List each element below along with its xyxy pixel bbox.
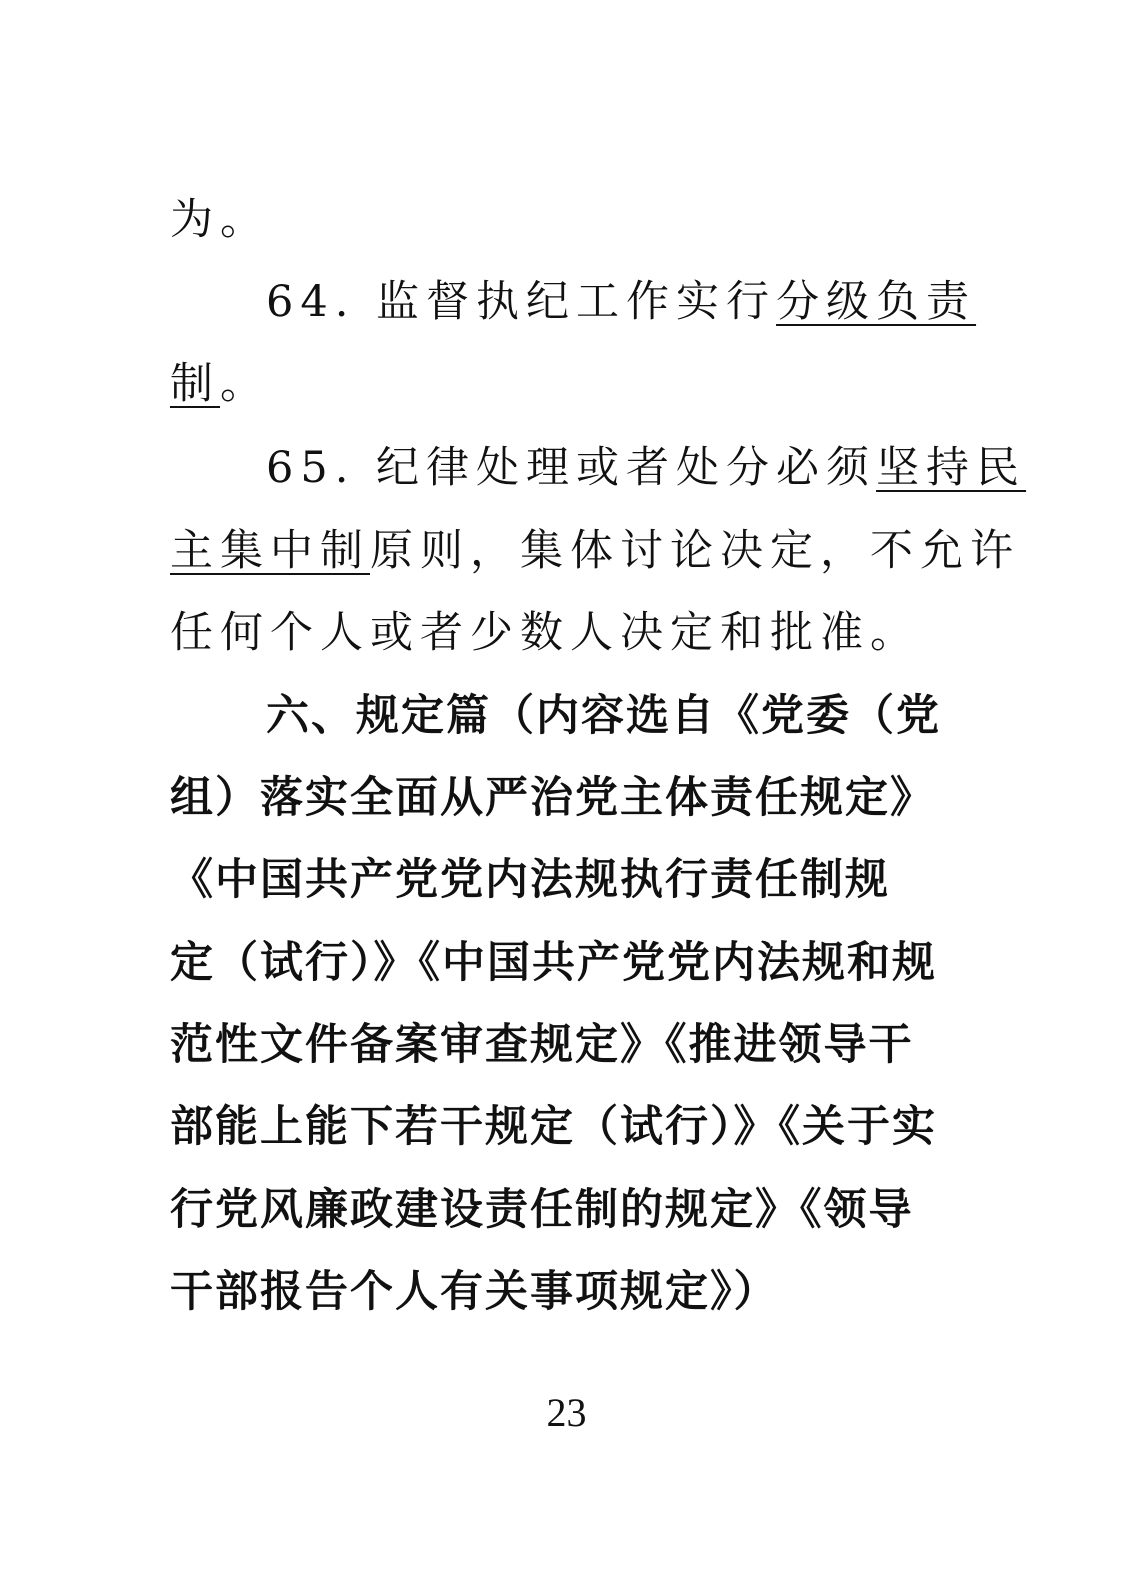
- section-6-line-5: 范性文件备案审查规定》《推进领导干: [170, 1020, 914, 1070]
- section-6-line-4: 定（试行）》《中国共产党党内法规和规: [170, 938, 937, 988]
- item-65-text: 65. 纪律处理或者处分必须: [266, 443, 877, 493]
- item-64-line-1: [170, 272, 977, 332]
- section-6-line-8: 干部报告个人有关事项规定》）: [170, 1267, 779, 1317]
- item-65-line-3: [170, 603, 960, 663]
- item-65-text-end: 任何个人或者少数人决定和批准。: [170, 608, 920, 658]
- continuation-line: [170, 190, 960, 250]
- page-number: 23: [546, 1390, 587, 1435]
- item-65-line-2: [170, 521, 1020, 581]
- item-64-end: 。: [220, 359, 270, 409]
- item-64-line-2: [170, 354, 960, 414]
- item-65-line-1: [170, 438, 1027, 498]
- item-65-underlined-term: 坚持民: [876, 443, 1027, 493]
- section-6-line-3: 《中国共产党党内法规执行责任制规: [170, 855, 890, 905]
- section-6-line-2: 组）落实全面从严治党主体责任规定》: [170, 773, 935, 823]
- item-64-underlined-term: 分级负责: [776, 277, 977, 327]
- item-65-underlined-term-cont: 主集中制: [170, 526, 370, 576]
- item-64-underlined-term-cont: 制: [170, 359, 220, 409]
- section-6-line-6: 部能上能下若干规定（试行）》《关于实: [170, 1102, 937, 1152]
- item-64-text: 64. 监督执纪工作实行: [266, 277, 777, 327]
- item-65-text-mid: 原则，集体讨论决定，不允许: [370, 526, 1020, 576]
- section-6-line-7: 行党风廉政建设责任制的规定》《领导: [170, 1185, 914, 1235]
- section-6-line-1: 六、规定篇（内容选自《党委（党: [266, 691, 941, 741]
- continuation-text: 为。: [170, 195, 270, 245]
